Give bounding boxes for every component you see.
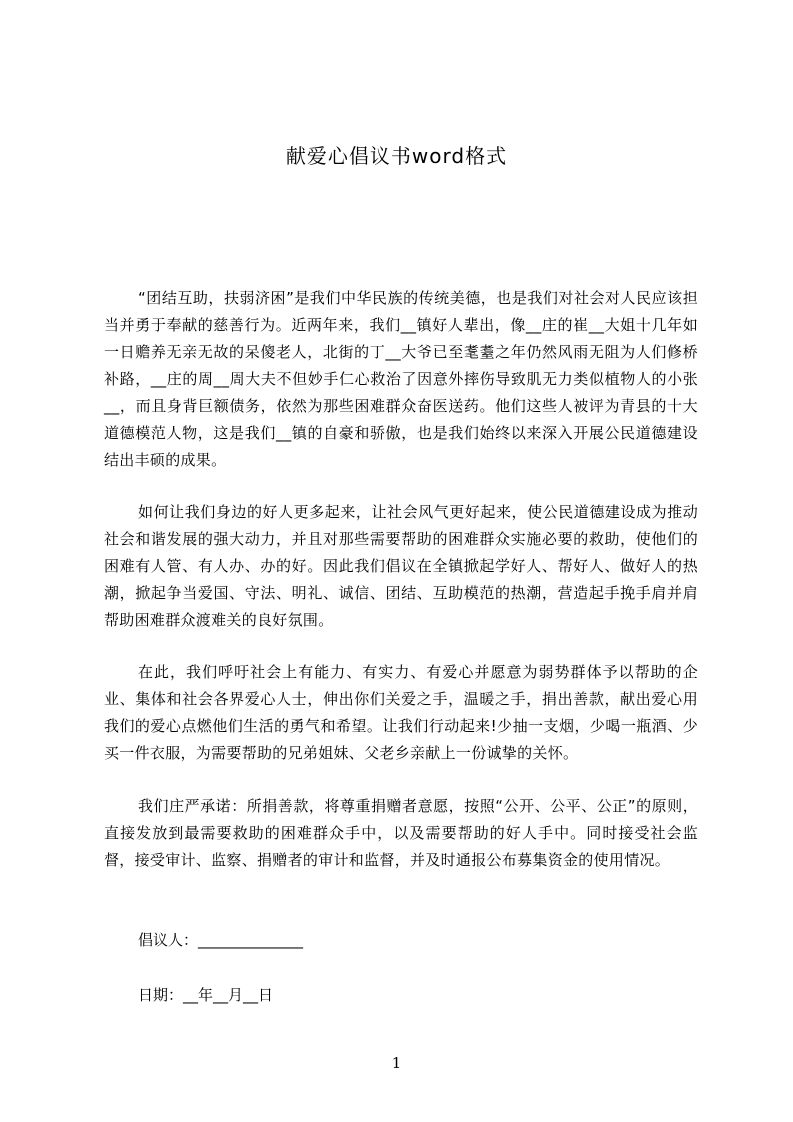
paragraph-intro: “团结互助，扶弱济困”是我们中华民族的传统美德，也是我们对社会对人民应该担当并勇于奉献的慈善行为。近两年来，我们__镇好人辈出，像__庄的崔__大姐十几年如一日赡养无亲无故的呆傻老人，北街的丁__大爷已至耄耋之年仍然风雨无阻为人们修桥补路，__庄的周__周大夫不但妙手仁心救治了因意外摔伤导致肌无力类似植物人的小张__，而且身背巨额债务，依然为那些困难群众奋医送药。他们这些人被评为青县的十大道德模范人物，这是我们__镇的自豪和骄傲，也是我们始终以来深入开展公民道德建设结出丰硕的成果。 xyxy=(104,289,698,469)
paragraph-commitment: 我们庄严承诺：所捐善款，将尊重捐赠者意愿，按照“公开、公平、公正”的原则，直接发放到最需要救助的困难群众手中，以及需要帮助的好人手中。同时接受社会监督，接受审计、监察、捐赠者的审计和监督，并及时通报公布募集资金的使用情况。 xyxy=(104,797,698,869)
document-title: 献爱心倡议书word格式 xyxy=(285,144,508,168)
page-number: 1 xyxy=(391,1054,402,1072)
paragraph-call-for-good-people: 如何让我们身边的好人更多起来，让社会风气更好起来，使公民道德建设成为推动社会和谐发展的强大动力，并且对那些需要帮助的困难群众实施必要的救助，使他们的困难有人管、有人办、办的好。因此我们倡议在全镇掀起学好人、帮好人、做好人的热潮，掀起争当爱国、守法、明礼、诚信、团结、互助模范的热潮，营造起手挽手肩并肩帮助困难群众渡难关的良好氛围。 xyxy=(104,503,698,629)
initiator-signature-line: 倡议人：______________ xyxy=(138,931,304,949)
paragraph-appeal: 在此，我们呼吁社会上有能力、有实力、有爱心并愿意为弱势群体予以帮助的企业、集体和社会各界爱心人士，伸出你们关爱之手，温暖之手，捐出善款，献出爱心用我们的爱心点燃他们生活的勇气和希望。让我们行动起来!少抽一支烟，少喝一瓶酒、少买一件衣服，为需要帮助的兄弟姐妹、父老乡亲献上一份诚挚的关怀。 xyxy=(104,663,698,762)
date-line: 日期：__年__月__日 xyxy=(138,986,274,1004)
